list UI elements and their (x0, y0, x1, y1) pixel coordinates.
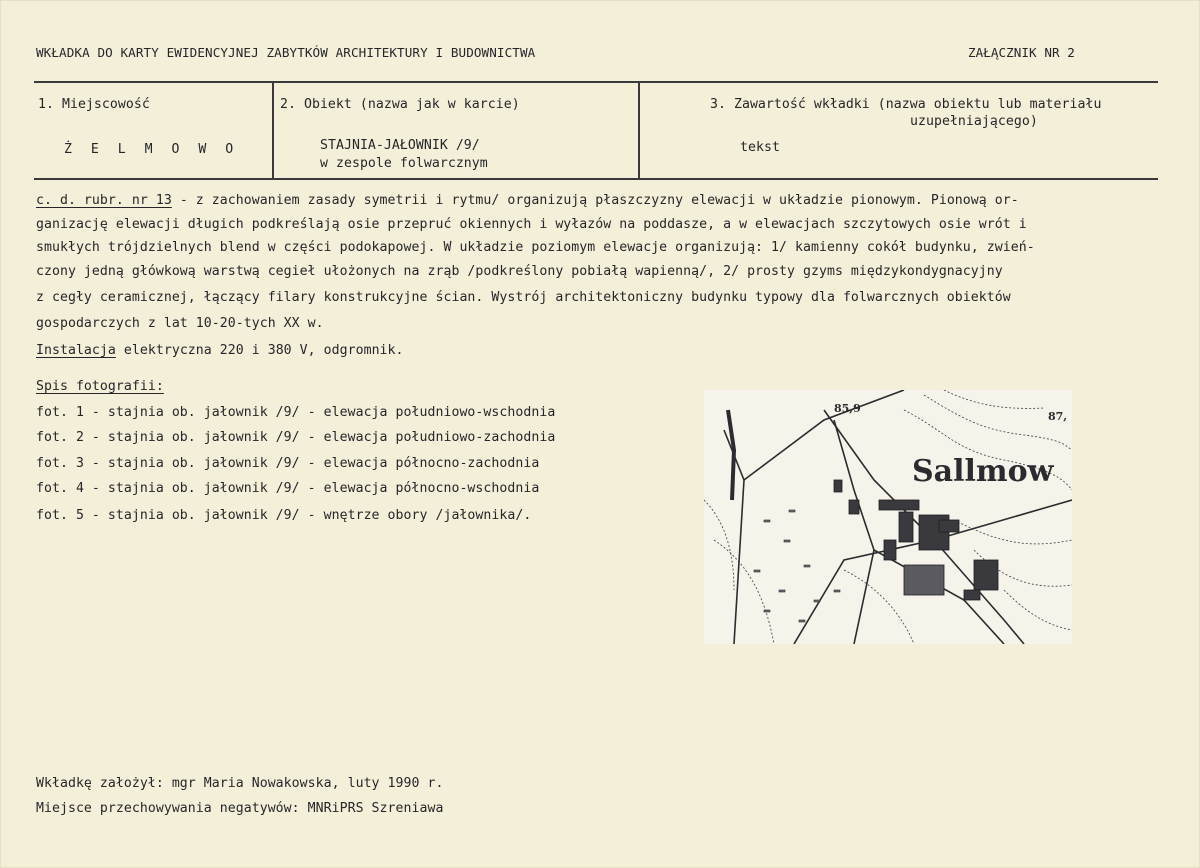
insert-content-value: tekst (740, 140, 780, 155)
column-divider-1 (272, 82, 274, 178)
photo-item-1: fot. 1 - stajnia ob. jałownik /9/ - elewacja południowo-wschodnia (36, 405, 556, 420)
photo-item-3: fot. 3 - stajnia ob. jałownik /9/ - elewacja północno-zachodnia (36, 456, 540, 471)
author-note: Wkładkę założył: mgr Maria Nowakowska, luty 1990 r. (36, 776, 444, 791)
table-top-rule (34, 81, 1158, 83)
map-drawing (704, 390, 1072, 644)
map-elevation-2: 87, (1048, 410, 1068, 423)
contour-lines (704, 390, 1072, 644)
attachment-number: ZAŁĄCZNIK NR 2 (968, 45, 1075, 60)
body-line-5: z cegły ceramicznej, łączący filary konstrukcyjne ścian. Wystrój architektoniczny budynku typowy dla folwarcznych obiektów (36, 290, 1011, 305)
column-3-label-cont: uzupełniającego) (910, 114, 1038, 129)
map-place-name: Sallmow (912, 454, 1054, 489)
column-divider-2 (638, 82, 640, 178)
photo-item-4: fot. 4 - stajnia ob. jałownik /9/ - elewacja północno-wschodnia (36, 481, 540, 496)
photo-list-heading: Spis fotografii: (36, 379, 164, 394)
photo-item-2: fot. 2 - stajnia ob. jałownik /9/ - elewacja południowo-zachodnia (36, 430, 556, 445)
body-line-1: c. d. rubr. nr 13 - z zachowaniem zasady symetrii i rytmu/ organizują płaszczyzny elewacji w układzie pionowym. Pionową or- (36, 193, 1019, 208)
map-fragment (704, 390, 1072, 644)
field-marks (754, 510, 840, 622)
negatives-storage: Miejsce przechowywania negatywów: MNRiPRS Szreniawa (36, 801, 444, 816)
body-line-6: gospodarczych z lat 10-20-tych XX w. (36, 316, 324, 331)
card-title: WKŁADKA DO KARTY EWIDENCYJNEJ ZABYTKÓW ARCHITEKTURY I BUDOWNICTWA (36, 45, 536, 60)
column-1-label: 1. Miejscowość (38, 97, 150, 112)
column-3-label: 3. Zawartość wkładki (nazwa obiektu lub materiału (710, 97, 1102, 112)
photo-item-5: fot. 5 - stajnia ob. jałownik /9/ - wnętrze obory /jałownika/. (36, 508, 532, 523)
body-line-4: czony jedną główkową warstwą cegieł ułożonych na zrąb /podkreślony pobiałą wapienną/, 2/ prosty gzyms międzykondygnacyjny (36, 264, 1003, 279)
object-name: STAJNIA-JAŁOWNIK /9/ (320, 138, 480, 153)
table-bottom-rule (34, 178, 1158, 180)
rubric-reference: c. d. rubr. nr 13 (36, 193, 172, 208)
railway (728, 410, 734, 500)
object-context: w zespole folwarcznym (320, 156, 488, 171)
locality-value: Ż E L M O W O (64, 142, 239, 157)
map-elevation-1: 85,9 (834, 402, 861, 415)
installation-line: Instalacja elektryczna 220 i 380 V, odgromnik. (36, 343, 404, 358)
body-line-2: ganizację elewacji długich podkreślają osie przepruć okiennych i wyłazów na poddasze, a w elewacjach szczytowych osie wrót i (36, 217, 1027, 232)
column-2-label: 2. Obiekt (nazwa jak w karcie) (280, 97, 520, 112)
body-line-3: smukłych trójdzielnych blend w części podokapowej. W układzie poziomym elewacje organizują: 1/ kamienny cokół budynku, zwień- (36, 240, 1035, 255)
farm-buildings (834, 480, 998, 600)
roads (724, 390, 1072, 644)
installation-label: Instalacja (36, 343, 116, 358)
